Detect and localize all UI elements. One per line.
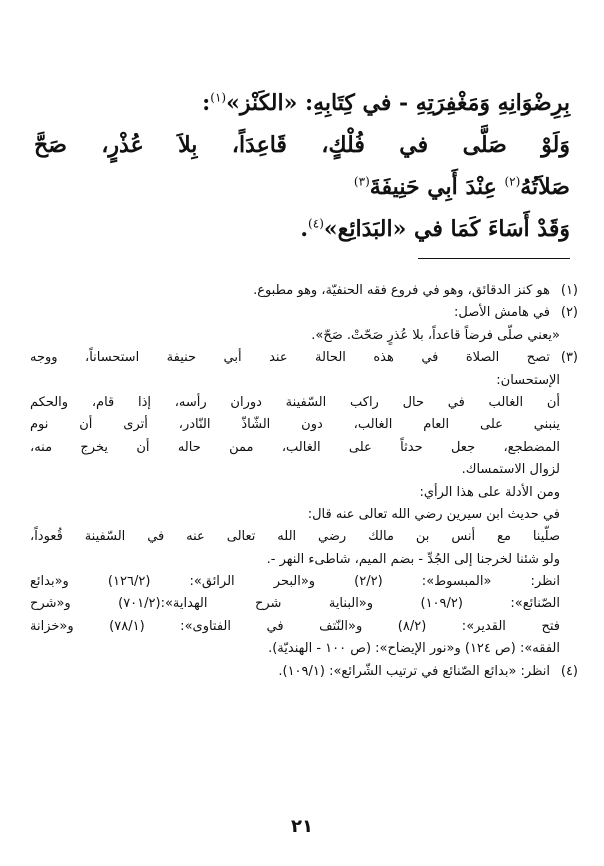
footnote-3: (٣)تصح الصلاة في هذه الحالة عند أبي حنيفة استحساناً، ووجه	[30, 347, 578, 369]
footnote-3-line: الإستحسان:	[496, 372, 560, 388]
footnote-ref-1[interactable]: (١)	[210, 90, 227, 105]
footnote-number: (١)	[560, 283, 578, 298]
footnote-ref-3[interactable]: (٣)	[353, 174, 370, 189]
page-number: ٢١	[291, 816, 313, 837]
footnote-number: (٢)	[560, 305, 578, 321]
footnotes	[30, 280, 578, 683]
footnote-3-line: أن الغالب في حال راكب السّفينة دوران رأسه، إذا قام، والحكم	[30, 394, 560, 410]
footnote-number: (٣)	[560, 350, 578, 366]
footnote-3-line: صلّينا مع أنس بن مالك رضي الله تعالى عنه في السّفينة قُعوداً،	[30, 529, 560, 545]
footnote-2-quote: «يعني صلّى فرضاً قاعداً، بلا عُذرٍ صَحّتْ. صَحّ».	[311, 327, 560, 343]
footnote-3-line: لزوال الاستمساك.	[461, 462, 560, 478]
main-text	[34, 82, 570, 250]
footnote-3-line: في حديث ابن سيرين رضي الله تعالى عنه قال:	[307, 506, 560, 522]
main-line-4: وَقَدْ أَسَاءَ كَمَا في «البَدَائِع»$^{(٤)}$.	[300, 216, 570, 242]
footnote-ref-4[interactable]: (٤)	[308, 216, 324, 231]
main-line-2: وَلَوْ صَلَّى في فُلْكٍ، قَاعِدَاً، بِلاَ عُذْرٍ، صَحَّ	[34, 132, 570, 158]
footnote-3-line: ولو شئنا لخرجنا إلى الجُدِّ - بضم الميم، شاطىء النهر -.	[266, 551, 560, 567]
main-line-3: صَلاَتُهُ$^{(٢)}$ عِنْدَ أَبِي حَنِيفَةَ$^{(٣)}$	[353, 174, 570, 200]
footnote-3-line: المضطجع، جعل حدثاً على الغالب، ممن حاله أن يخرج منه،	[30, 439, 560, 455]
footnote-2: (٢)في هامش الأصل:	[30, 302, 578, 324]
footnote-number: (٤)	[560, 663, 578, 679]
footnote-ref-2[interactable]: (٢)	[504, 174, 521, 189]
footnote-3-reference: الصّنائع»: (١٠٩/٢) و«البناية شرح الهداية»:(٧٠١/٢) و«شرح	[30, 596, 560, 612]
main-line-1: بِرِضْوَانِهِ وَمَغْفِرَتِهِ - في كِتَابِهِ: «الكَنْز»$^{(١)}$:	[202, 90, 570, 116]
footnote-3-line: ينبني على العام الغالب، دون الشّاذّ النّادر، أترى أن نوم	[30, 417, 560, 433]
footnote-1: (١)هو كنز الدقائق، وهو في فروع فقه الحنفيّة، وهو مطبوع.	[30, 280, 578, 302]
footnote-3-reference: انظر: «المبسوط»: (٢/٢) و«البحر الرائق»: (١٢٦/٢) و«بدائع	[30, 574, 561, 590]
footnote-4: (٤)انظر: «بدائع الصّنائع في ترتيب الشّرائع»: (١٠٩/١).	[30, 661, 578, 683]
footnote-3-line: ومن الأدلة على هذا الرأي:	[419, 484, 560, 500]
footnote-separator	[418, 258, 570, 259]
footnote-3-reference: الفقه»: (ص ١٢٤) و«نور الإيضاح»: (ص ١٠٠ - الهنديّة).	[268, 641, 560, 657]
footnote-3-reference: فتح القدير»: (٨/٢) و«النّتف في الفتاوى»: (٧٨/١) و«خزانة	[30, 618, 560, 634]
